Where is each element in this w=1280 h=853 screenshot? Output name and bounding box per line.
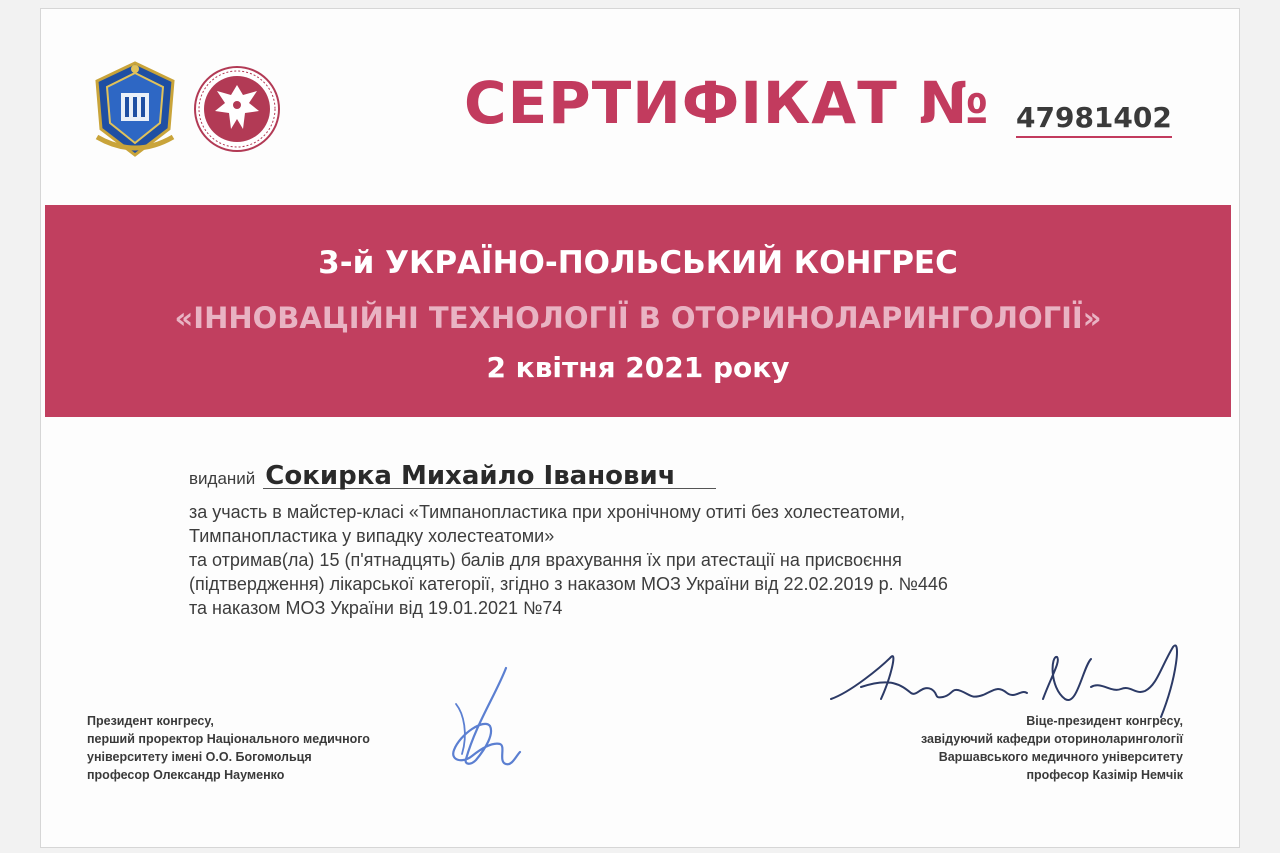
body-line: (підтвердження) лікарської категорії, згідно з наказом МОЗ України від 22.02.2019 р. №446 [189,574,948,594]
university-crest-icon [89,59,181,159]
event-date: 2 квітня 2021 року [486,351,790,384]
signatory-left-line: Президент конгресу, [87,714,214,728]
body-line: та отримав(ла) 15 (п'ятнадцять) балів для врахування їх при атестації на присвоєння [189,550,902,570]
polish-eagle-seal-icon [193,65,281,153]
signatory-left [87,712,370,784]
event-title: 3-й УКРАЇНО-ПОЛЬСЬКИЙ КОНГРЕС [318,245,958,281]
body-line: Тимпанопластика у випадку холестеатоми» [189,526,555,546]
certificate-title: СЕРТИФІКАТ № [464,69,990,137]
signature-naumenko [436,664,526,779]
signatory-left-line: перший проректор Національного медичного [87,732,370,746]
recipient-row [189,461,1139,500]
issued-label: виданий [189,469,256,488]
certificate-body [189,461,1139,620]
signatory-right-line: Віце-президент конгресу, [1026,714,1183,728]
event-subtitle: «ІННОВАЦІЙНІ ТЕХНОЛОГІЇ В ОТОРИНОЛАРИНГОЛОГІЇ» [174,301,1102,335]
signatory-right-line: Варшавського медичного університету [938,750,1183,764]
signatory-right [921,712,1183,784]
certificate-number: 47981402 [1016,101,1172,138]
event-banner [45,205,1231,417]
certificate-sheet [40,8,1240,848]
body-line: за участь в майстер-класі «Тимпанопластика при хронічному отиті без холестеатоми, [189,502,906,522]
signatory-left-line: професор Олександр Науменко [87,768,285,782]
signatory-right-line: професор Казімір Немчік [1026,768,1183,782]
recipient-name: Сокирка Михайло Іванович [263,464,715,489]
body-line: та наказом МОЗ України від 19.01.2021 №74 [189,598,563,618]
signatory-left-line: університету імені О.О. Богомольця [87,750,312,764]
signatory-right-line: завідуючий кафедри оториноларингології [921,732,1183,746]
